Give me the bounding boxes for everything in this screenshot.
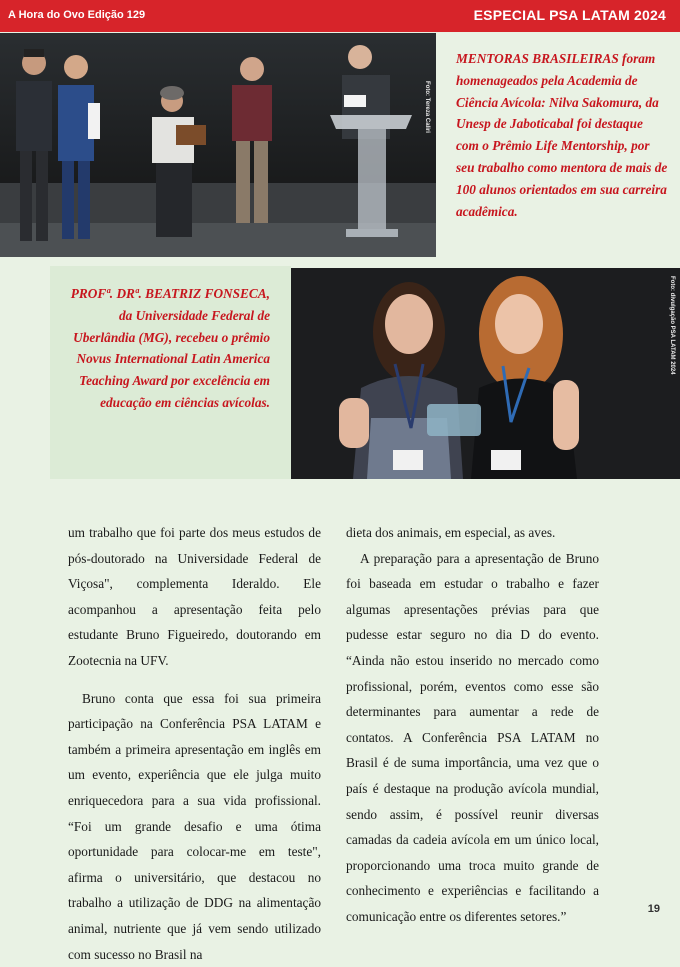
recipients-illustration [291,268,680,479]
photo2-credit: Foto: divulgação PSA LATAM 2024 [669,276,675,375]
body-paragraph: Bruno conta que essa foi sua primeira participação na Conferência PSA LATAM e também a primeira apresentação em inglês em um evento, experiência que ele julga muito enriquecedora para a sua vida profissional. “Foi um grande desafio e uma ótima oportunidade para colocar-me em teste", afirma o universitário, que destacou no trabalho a utilização de DDG na alimentação animal, nutriente que já vem sendo utilizado com sucesso no Brasil na [68,690,321,962]
caption-beatriz: PROFª. DRª. BEATRIZ FONSECA, da Universidade Federal de Uberlândia (MG), recebeu o prêmio Novus International Latin America Teaching Award por excelência em educação em ciências avícolas. [70,286,270,410]
section-title: ESPECIAL PSA LATAM 2024 [473,7,666,23]
body-column-left [68,520,321,967]
caption-mentoras: MENTORAS BRASILEIRAS foram homenageados pela Academia de Ciência Avícola: Nilva Sakomura, da Unesp de Jaboticabal foi destaque com o Prêmio Life Mentorship, por seu trabalho como mentora de mais de 100 alunos orientados em sua carreira acadêmica. [456,51,668,219]
award-ceremony-photo [0,33,436,257]
body-paragraph: A preparação para a apresentação de Bruno foi baseada em estudar o trabalho e fazer algumas apresentações prévias para que pudesse estar seguro no dia D do evento. “Ainda não estou inserido no mercado como profissional, porém, eventos como esse são determinantes para aumentar a rede de contatos. A Conferência PSA LATAM no Brasil é de suma importância, uma vez que o país é destaque na produção avícola mundial, sendo assim, é possível reunir diversas camadas da cadeia avícola em um único local, proporcionando uma troca muito grande de conhecimento e experiências e facilitando a comunicação entre os diferentes setores.” [346,550,599,924]
body-column-right [346,520,599,930]
page-number: 19 [647,903,660,915]
award-recipients-photo [291,268,680,479]
page-header [0,0,680,32]
stage-illustration [0,33,436,257]
body-paragraph: dieta dos animais, em especial, as aves. [346,525,556,540]
edition-label: A Hora do Ovo Edição 129 [8,9,146,21]
body-paragraph: um trabalho que foi parte dos meus estudos de pós-doutorado na Universidade Federal de Viçosa", complementa Ideraldo. Ele acompanhou a apresentação feita pelo estudante Bruno Figueiredo, doutorando em Zootecnia na UFV. [68,525,321,668]
photo1-credit: Foto: Tereza Caliri [424,81,430,133]
